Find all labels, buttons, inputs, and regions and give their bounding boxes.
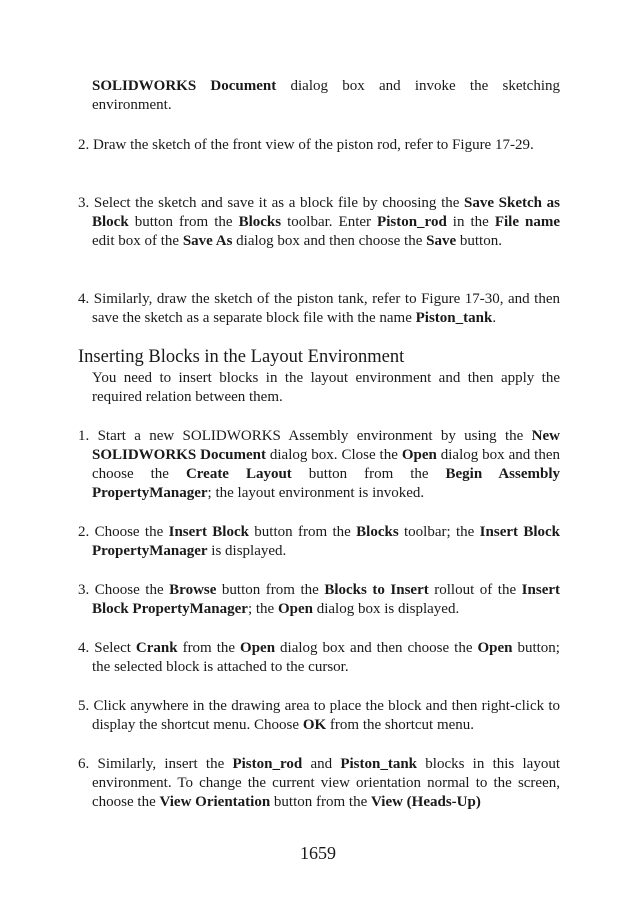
bold-term: Open [277, 601, 313, 618]
text-run: toolbar. Enter [281, 214, 378, 231]
text-run: and [302, 756, 341, 772]
text-run: 4. Select [78, 640, 136, 656]
text-run: dialog box and then choose the [275, 640, 478, 656]
bold-term: Open [401, 447, 437, 464]
bold-term: New SOLIDWORKS Document [92, 428, 560, 464]
text-run: button from the [291, 466, 446, 483]
text-run: 3. Choose the [78, 582, 170, 598]
text-run: button; the selected block is attached to the cursor. [92, 640, 560, 676]
text-run: button from the [216, 582, 325, 598]
bold-term: Piston_tank [415, 310, 493, 327]
bold-term: Open [477, 640, 513, 656]
text-run: You need to insert blocks in the layout environment and then apply the required relation between them. [92, 370, 560, 406]
text-run: button from the [270, 794, 371, 811]
text-run: dialog box. Close the [265, 447, 402, 464]
bold-term: Insert Block PropertyManager [92, 582, 560, 618]
text-run: . [492, 310, 497, 327]
text-run: rollout of the [428, 582, 522, 598]
section-heading [78, 346, 404, 368]
bold-term: Blocks [356, 524, 399, 540]
bold-term: Save [426, 233, 457, 250]
text-run: 2. Draw the sketch of the front view of the piston rod, refer to Figure 17-29. [78, 137, 534, 153]
bold-term: Piston_tank [340, 756, 418, 772]
bold-term: Crank [135, 640, 178, 656]
bold-term: Browse [169, 582, 217, 598]
page-number: 1659 [300, 843, 336, 863]
bold-term: Open [240, 640, 276, 656]
text-run: dialog box and then choose the [232, 233, 427, 250]
paragraph [78, 77, 560, 115]
bold-term: Insert Block [168, 524, 249, 540]
text-run: 2. Choose the [78, 524, 169, 540]
bold-term: SOLIDWORKS Document [92, 78, 277, 94]
text-run: dialog box and invoke the sketching environment. [92, 78, 560, 114]
paragraph [78, 136, 560, 155]
paragraph [78, 697, 560, 735]
text-run: 1. Start a new SOLIDWORKS Assembly environment by using the [78, 428, 532, 444]
text-run: button from the [128, 214, 239, 231]
text-run: from the shortcut menu. [326, 717, 475, 734]
text-run: in the [446, 214, 495, 231]
text-run: dialog box and then choose the [92, 447, 560, 483]
bold-term: View Orientation [159, 794, 271, 811]
bold-term: Create Layout [185, 466, 292, 483]
paragraph [78, 194, 560, 251]
bold-term: File name [494, 214, 560, 231]
bold-term: Begin Assembly PropertyManager [92, 466, 561, 502]
text-run: button. [456, 233, 502, 250]
bold-term: OK [302, 717, 327, 734]
text-run: from the [177, 640, 241, 656]
bold-term: Save Sketch as Block [92, 195, 560, 231]
text-run: Inserting Blocks in the Layout Environment [78, 347, 405, 367]
text-run: 5. Click anywhere in the drawing area to place the block and then right-click to display the shortcut menu. Choose [78, 698, 560, 734]
text-run: 6. Similarly, insert the [78, 756, 233, 772]
paragraph [78, 755, 560, 812]
paragraph [78, 523, 560, 561]
bold-term: Piston_rod [377, 214, 447, 231]
text-run: ; the layout environment is invoked. [207, 485, 425, 502]
text-run: toolbar; the [398, 524, 480, 540]
paragraph [78, 581, 560, 619]
bold-term: Blocks [238, 214, 282, 231]
bold-term: Save As [182, 233, 233, 250]
bold-term: Blocks to Insert [324, 582, 429, 598]
text-run: is displayed. [207, 543, 287, 560]
paragraph [78, 290, 560, 328]
text-run: blocks in this layout environment. To change the current view orientation normal to the screen, choose the [92, 756, 560, 811]
text-run: edit box of the [92, 233, 183, 250]
paragraph [78, 369, 560, 407]
bold-term: Insert Block PropertyManager [92, 524, 561, 560]
paragraph [78, 427, 560, 503]
text-run: button from the [248, 524, 357, 540]
paragraph [78, 639, 560, 677]
text-run: dialog box is displayed. [312, 601, 460, 618]
text-run: 4. Similarly, draw the sketch of the piston tank, refer to Figure 17-30, and then save the sketch as a separate block file with the name [78, 291, 560, 327]
text-run: 3. Select the sketch and save it as a block file by choosing the [78, 195, 465, 211]
text-run: ; the [247, 601, 278, 618]
bold-term: Piston_rod [232, 756, 303, 772]
bold-term: View (Heads-Up) [371, 794, 481, 811]
